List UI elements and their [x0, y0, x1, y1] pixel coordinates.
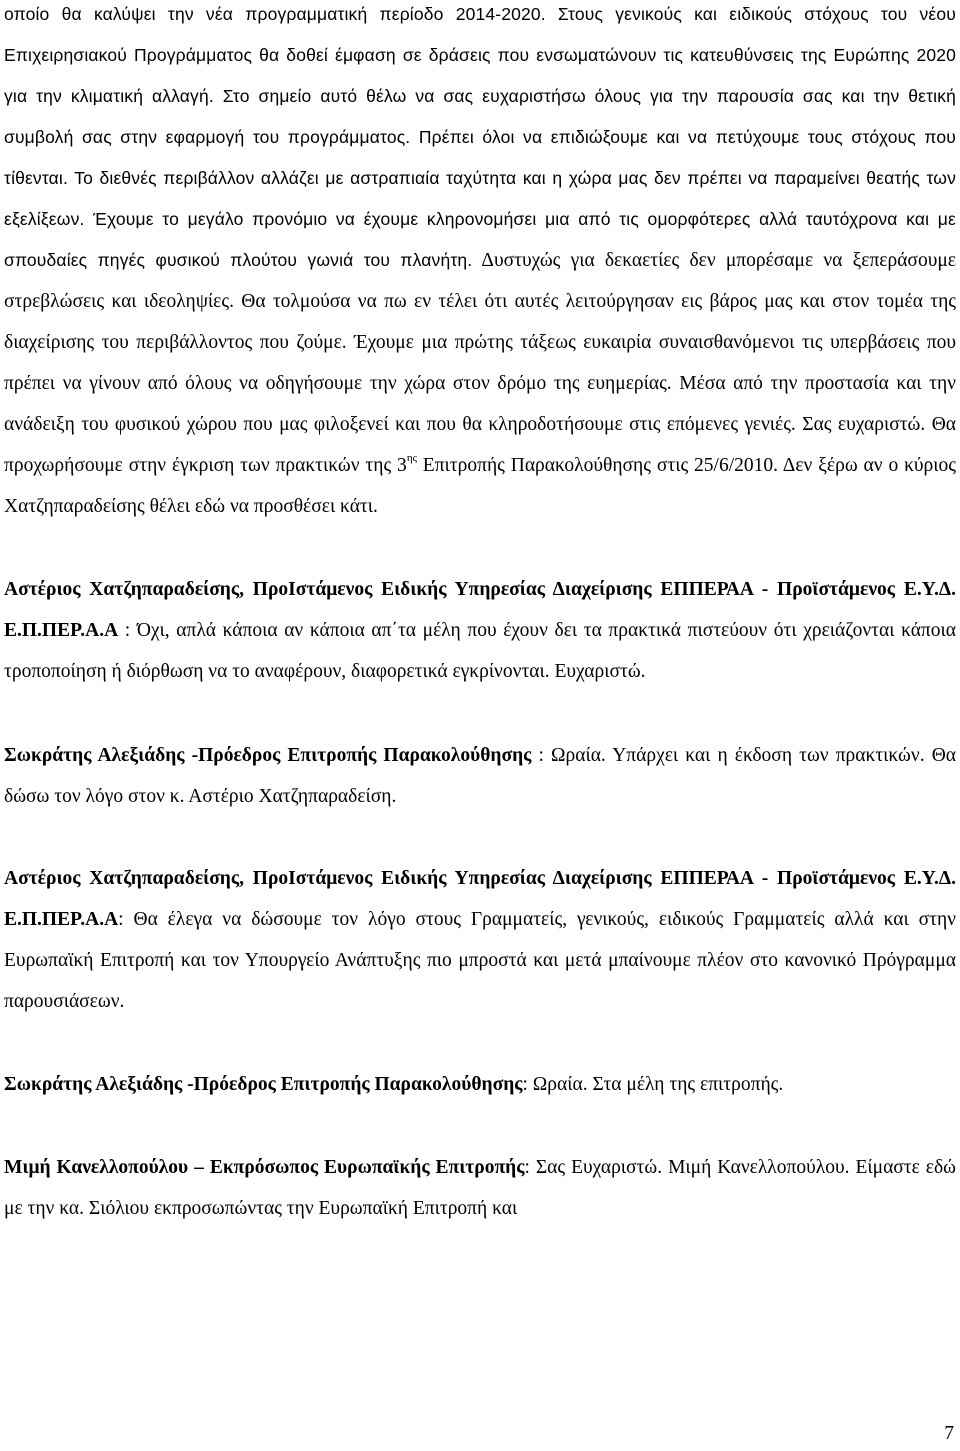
- intro-text-segment: Δυστυχώς για δεκαετίες δεν μπορέσαμε να ξεπεράσουμε στρεβλώσεις και ιδεοληψίες. Θα τολμούσα να πω εν τέλει ότι αυτές λειτούργησαν εις βάρος μας και στον τομέα της διαχείρισης του περιβάλλοντος που ζούμε. Έχουμε μια πρώτης τάξεως ευκαιρία συναισθανόμενοι τις υπερβάσεις που πρέπει να γίνουν από όλους να οδηγήσουμε την χώρα στον δρόμο της ευημερίας. Μέσα από την προστασία και την ανάδειξη του φυσικού χώρου που μας φιλοξενεί και που θα κληροδοτήσουμε στις επόμενες γενιές. Σας ευχαριστώ. Θα προχωρήσουμε στην έγκριση των πρακτικών της 3: [4, 250, 956, 476]
- speaker-name: Μιμή Κανελλοπούλου – Εκπρόσωπος Ευρωπαϊκής Επιτροπής: [4, 1157, 525, 1178]
- speaker-name: Αστέριος Χατζηπαραδείσης, ΠροΙστάμενος Ειδικής Υπηρεσίας Διαχείρισης ΕΠΠΕΡΑΑ - Προϊστάμενος Ε.Υ.Δ. Ε.Π.ΠΕΡ.Α.Α: [4, 868, 956, 930]
- speech-text: : Θα έλεγα να δώσουμε τον λόγο στους Γραμματείς, γενικούς, ειδικούς Γραμματείς αλλά και στην Ευρωπαϊκή Επιτροπή και τον Υπουργείο Ανάπτυξης πιο μπροστά και μετά μπαίνουμε πλέον στο κανονικό Πρόγραμμα παρουσιάσεων.: [4, 909, 956, 1012]
- speech-text: : Ωραία. Στα μέλη της επιτροπής.: [522, 1074, 784, 1095]
- ordinal-superscript: ης: [406, 451, 417, 464]
- speech-paragraph: [4, 858, 956, 1022]
- speech-paragraph: [4, 1064, 956, 1105]
- speaker-name: Σωκράτης Αλεξιάδης -Πρόεδρος Επιτροπής Παρακολούθησης: [4, 745, 532, 766]
- speech-text: : Όχι, απλά κάποια αν κάποια απ΄τα μέλη που έχουν δει τα πρακτικά πιστεύουν ότι χρειάζονται κάποια τροποποίηση ή διόρθωση να το αναφέρουν, διαφορετικά εγκρίνονται. Ευχαριστώ.: [4, 620, 956, 682]
- speech-text: : Σας Ευχαριστώ. Μιμή Κανελλοπούλου. Είμαστε εδώ με την κα. Σιόλιου εκπροσωπώντας την Ευρωπαϊκή Επιτροπή και: [4, 1157, 956, 1219]
- speaker-name: Σωκράτης Αλεξιάδης -Πρόεδρος Επιτροπής Παρακολούθησης: [4, 1074, 523, 1095]
- intro-paragraph: [4, 0, 956, 527]
- speech-text: : Ωραία. Υπάρχει και η έκδοση των πρακτικών. Θα δώσω τον λόγο στον κ. Αστέριο Χατζηπαραδείση.: [4, 745, 956, 807]
- speech-paragraph: [4, 1147, 956, 1229]
- speech-paragraph: [4, 735, 956, 817]
- intro-text-segment: Επιτροπής Παρακολούθησης στις 25/6/2010. Δεν ξέρω αν ο κύριος Χατζηπαραδείσης θέλει εδώ να προσθέσει κάτι.: [4, 455, 957, 517]
- intro-text-segment: οποίο θα καλύψει την νέα προγραμματική περίοδο 2014-2020. Στους γενικούς και ειδικούς στόχους του νέου Επιχειρησιακού Προγράμματος θα δοθεί έμφαση σε δράσεις που ενσωματώνουν τις κατευθύνσεις της Ευρώπης 2020 για την κλιματική αλλαγή. Στο σημείο αυτό θέλω να σας ευχαριστήσω όλους για την παρουσία σας και την θετική συμβολή σας στην εφαρμογή του προγράμματος. Πρέπει όλοι να επιδιώξουμε και να πετύχουμε τους στόχους που τίθενται. Το διεθνές περιβάλλον αλλάζει με αστραπιαία ταχύτητα και η χώρα μας δεν πρέπει να παραμείνει θεατής των εξελίξεων. Έχουμε το μεγάλο προνόμιο να έχουμε κληρονομήσει μια από τις ομορφότερες αλλά ταυτόχρονα και με σπουδαίες πηγές φυσικού πλούτου γωνιά του πλανήτη.: [4, 4, 956, 270]
- speech-paragraph: [4, 569, 956, 692]
- page-number: 7: [944, 1423, 954, 1444]
- speaker-name: Αστέριος Χατζηπαραδείσης, ΠροΙστάμενος Ειδικής Υπηρεσίας Διαχείρισης ΕΠΠΕΡΑΑ - Προϊστάμενος Ε.Υ.Δ. Ε.Π.ΠΕΡ.Α.Α: [4, 579, 956, 641]
- document-page: [4, 0, 956, 1229]
